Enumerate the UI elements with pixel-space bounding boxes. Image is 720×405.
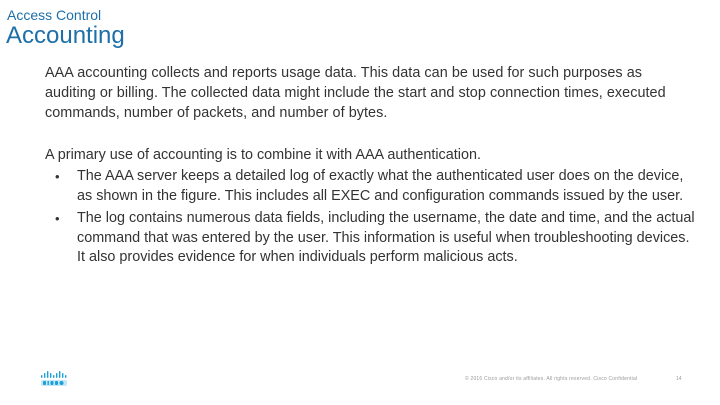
slide-body [45, 63, 695, 271]
bullet-marker: • [55, 211, 60, 226]
bullet-text: The AAA server keeps a detailed log of exactly what the authenticated user does on the device, as shown in the figure. This includes all EXEC and configuration commands issued by the user. [77, 168, 684, 204]
lead-paragraph: A primary use of accounting is to combine it with AAA authentication. [45, 147, 481, 163]
list-item [45, 167, 695, 206]
bullet-marker: • [55, 169, 60, 184]
intro-paragraph: AAA accounting collects and reports usage data. This data can be used for such purposes as auditing or billing. The collected data might include the start and stop connection times, executed commands, number of packets, and number of bytes. [45, 65, 666, 121]
page-number: 14 [676, 376, 682, 382]
page-title: Accounting [6, 22, 125, 49]
bullet-text: The log contains numerous data fields, including the username, the date and time, and the actual command that was entered by the user. This information is useful when troubleshooting devices. It also provides evidence for when individuals perform malicious acts. [77, 210, 695, 265]
section-label: Access Control [7, 7, 102, 23]
bullet-list [45, 167, 695, 268]
copyright-notice: © 2016 Cisco and/or its affiliates. All rights reserved. Cisco Confidential [465, 376, 638, 382]
cisco-logo-icon [40, 371, 68, 387]
list-item [45, 209, 695, 268]
